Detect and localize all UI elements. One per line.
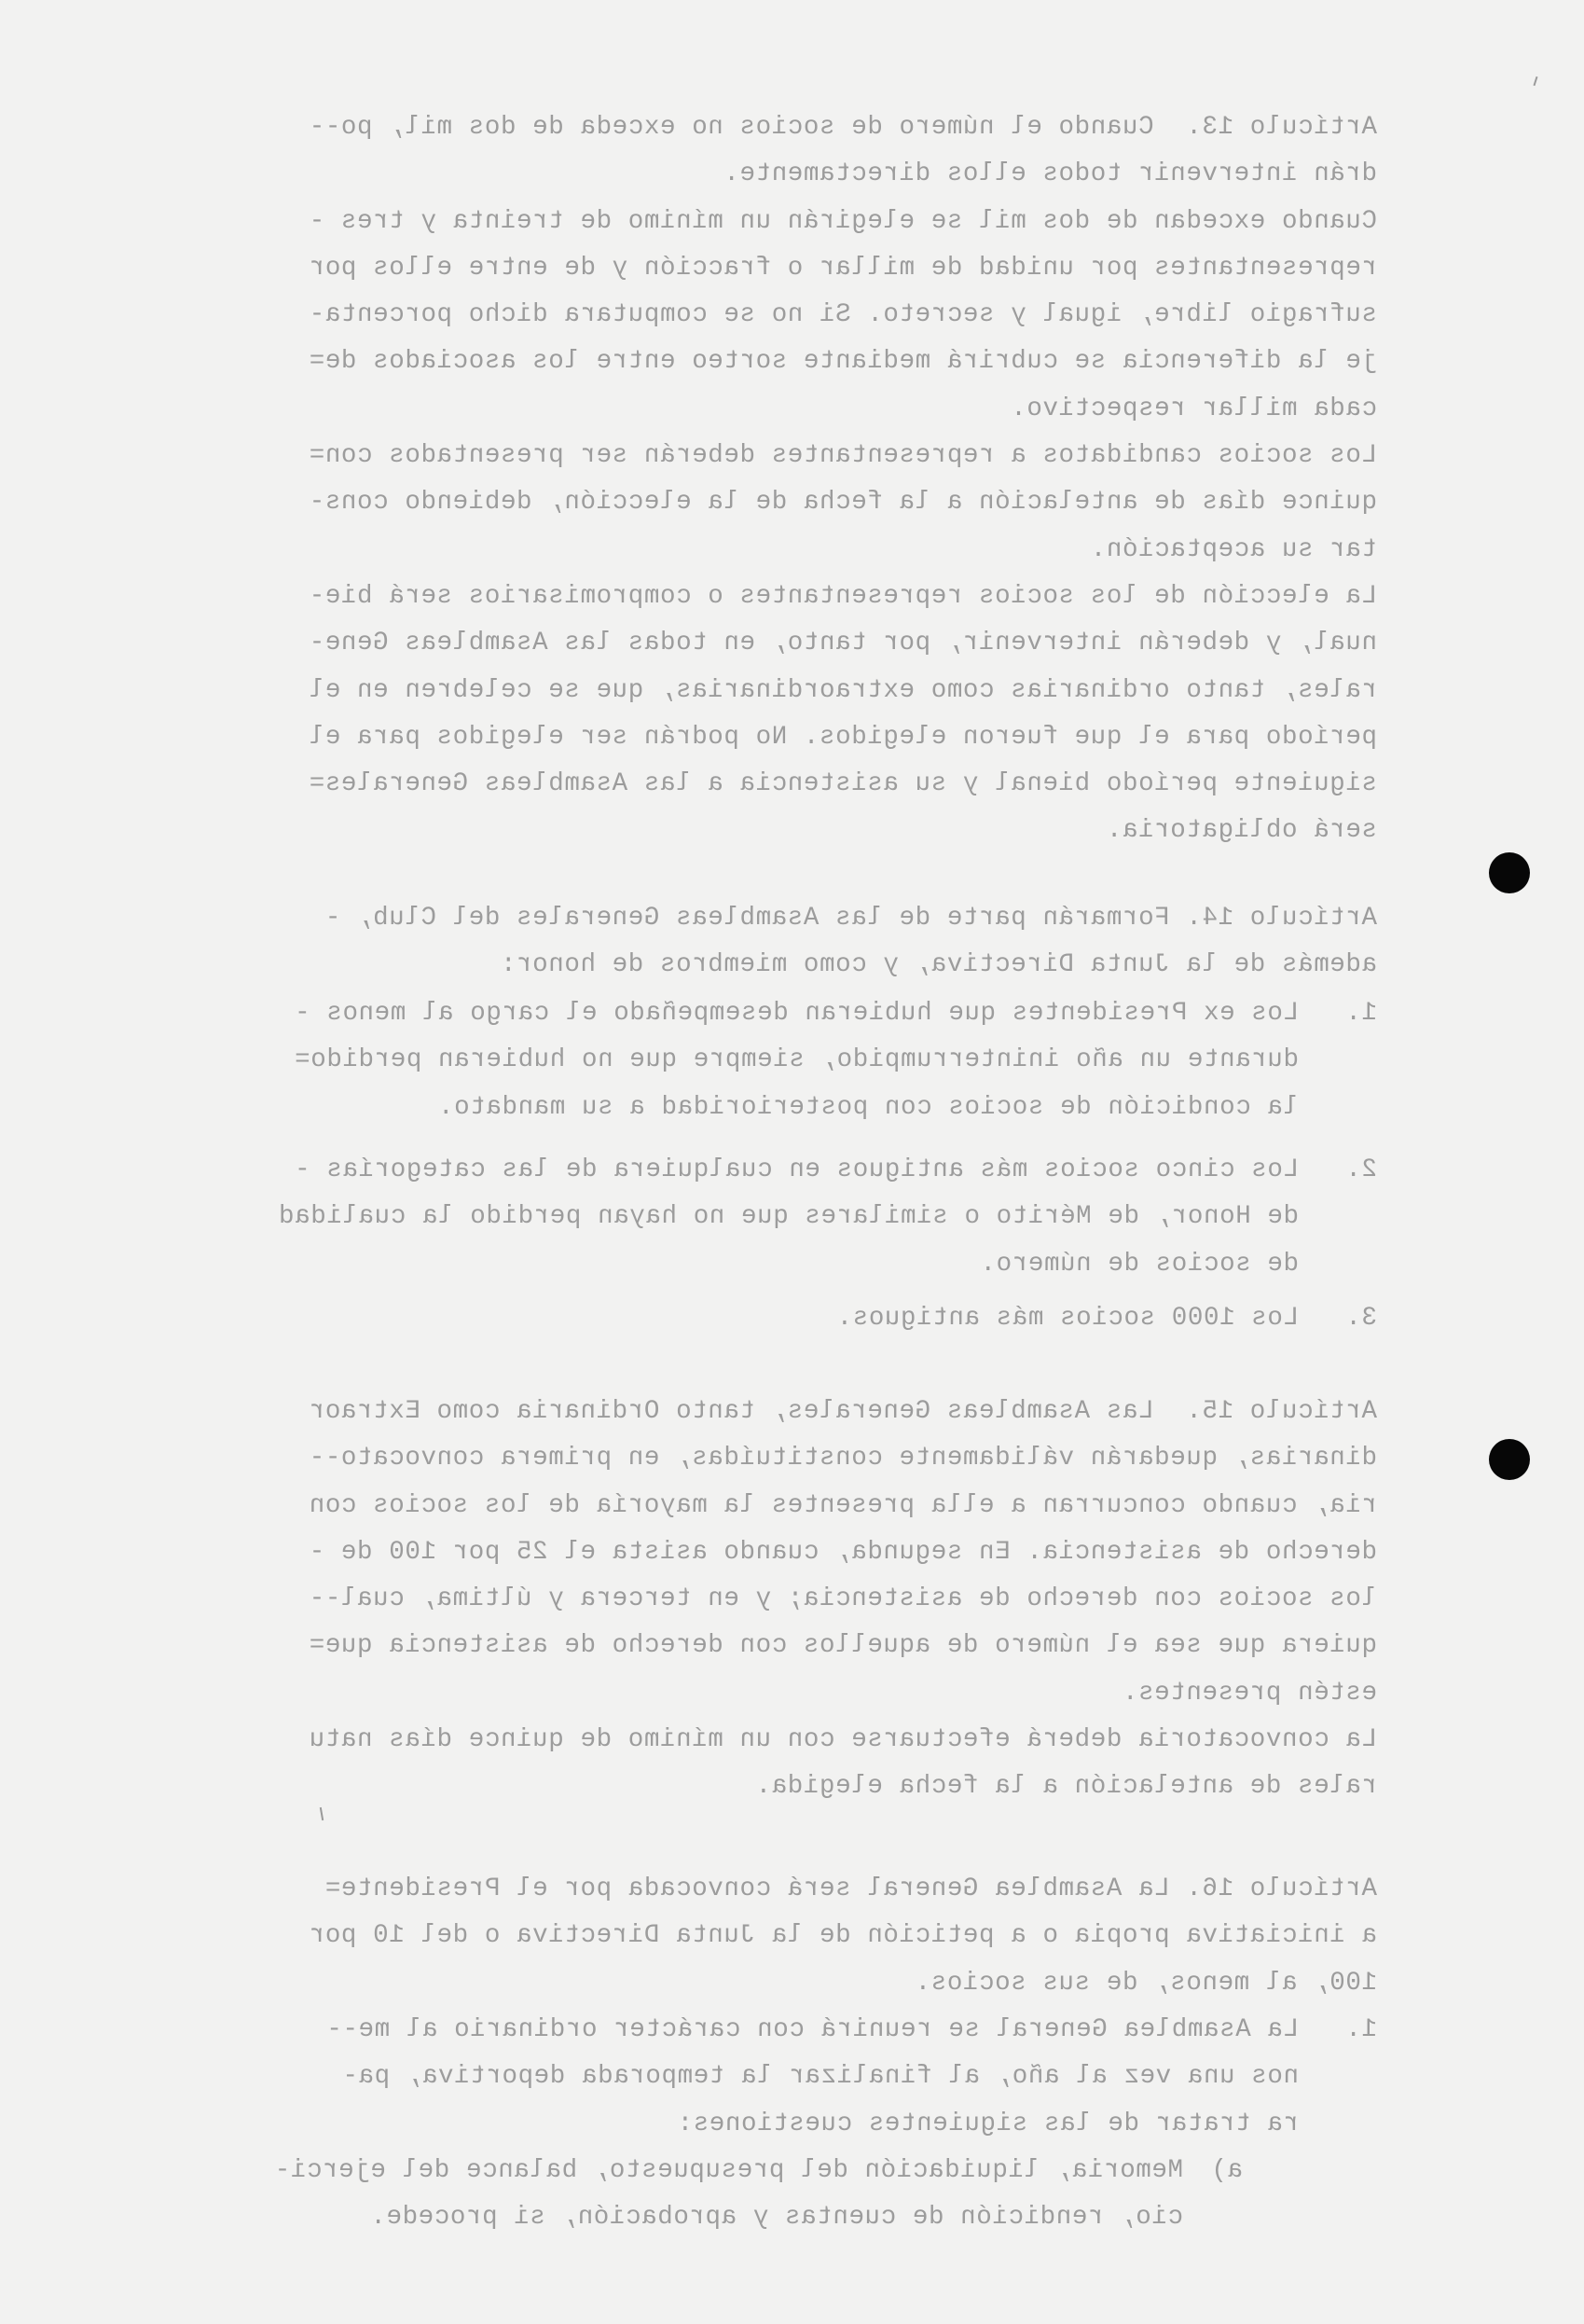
- item-number: 2.: [1344, 1155, 1377, 1184]
- text-line: nual, y deberán intervenir, por tanto, en todas las Asambleas Gene-: [309, 629, 1377, 658]
- text-line: además de la Junta Directiva, y como miembros de honor:: [500, 950, 1377, 980]
- text-line: Los ex Presidentes que hubieran desempeñado el cargo al menos -: [294, 999, 1299, 1028]
- text-line: de Honor, de Mérito o similares que no hayan perdido la cualidad: [278, 1202, 1299, 1232]
- text-line: ria, cuando concurran a ella presentes la mayoría de los socios con: [309, 1490, 1377, 1520]
- text-line: derecho de asistencia. En segunda, cuando asista el 25 por 100 de -: [309, 1537, 1377, 1567]
- text-line: Artículo 15. Las Asambleas Generales, tanto Ordinaria como Extraor: [309, 1397, 1377, 1426]
- text-line: quiera que sea el número de aquellos con derecho de asistencia que=: [309, 1631, 1377, 1661]
- text-line: tar su aceptación.: [1090, 534, 1377, 564]
- text-line: La convocatoria deberá efectuarse con un mínimo de quince días natu: [309, 1725, 1377, 1755]
- text-line: a iniciativa propia o a petición de la Junta Directiva o del 10 por: [309, 1921, 1377, 1951]
- text-line: 100, al menos, de sus socios.: [915, 1968, 1377, 1998]
- text-line: durante un año ininterrumpido, siempre que no hubieran perdido=: [294, 1045, 1299, 1075]
- article-15: [165, 1389, 1377, 1811]
- punch-hole: [1489, 1439, 1530, 1480]
- text-line: ra tratar de las siguientes cuestiones:: [676, 2109, 1299, 2138]
- text-line: cio, rendición de cuentas y aprobación, si procede.: [369, 2203, 1183, 2233]
- article-13: [165, 104, 1377, 855]
- text-line: Los 1000 socios más antiguos.: [836, 1304, 1299, 1333]
- text-line: los socios con derecho de asistencia; y en tercera y última, cual--: [309, 1584, 1377, 1614]
- text-line: Los socios candidatos a representantes deberán ser presentados con=: [309, 441, 1377, 471]
- text-line: la condición de socios con posterioridad a su mandato.: [437, 1092, 1299, 1122]
- text-line: je la diferencia se cubrirá mediante sorteo entre los asociados de=: [309, 347, 1377, 377]
- text-line: La elección de los socios representantes o compromisarios será bie-: [309, 581, 1377, 611]
- text-line: Artículo 14. Formarán parte de las Asambleas Generales del Club, -: [324, 904, 1377, 933]
- text-line: siguiente período bienal y su asistencia a las Asambleas Generales=: [309, 769, 1377, 799]
- text-line: período para el que fueron elegidos. No podrán ser elegidos para el: [309, 722, 1377, 752]
- article-14: [165, 895, 1377, 989]
- text-line: quince días de antelación a la fecha de la elección, debiendo cons-: [309, 488, 1377, 518]
- text-line: sufragio libre, igual y secreto. Si no se computara dicho porcenta-: [309, 300, 1377, 330]
- text-line: nos una vez al año, al finalizar la temporada deportiva, pa-: [341, 2062, 1299, 2092]
- text-line: Cuando excedan de dos mil se elegirán un mínimo de treinta y tres -: [309, 206, 1377, 236]
- article-16: [165, 1866, 1377, 2007]
- item-number: 3.: [1344, 1304, 1377, 1333]
- punch-hole: [1489, 852, 1530, 893]
- text-line: será obligatoria.: [1106, 816, 1377, 846]
- text-line: Artículo 16. La Asamblea General será convocada por el Presidente=: [324, 1874, 1377, 1903]
- item-number: 1.: [1344, 2015, 1377, 2044]
- text-line: estén presentes.: [1122, 1678, 1377, 1708]
- text-line: Artículo 13. Cuando el número de socios no exceda de dos mil, po--: [309, 113, 1377, 142]
- text-line: drán intervenir todos ellos directamente.: [723, 159, 1377, 189]
- text-line: dinarias, quedarán válidamente constituídas, en primera convocato--: [309, 1444, 1377, 1473]
- text-line: Memoria, liquidación del presupuesto, balance del ejerci-: [274, 2156, 1183, 2185]
- text-line: representantes por unidad de millar o fracción y de entre ellos por: [309, 253, 1377, 283]
- text-line: rales de antelación a la fecha elegida.: [754, 1772, 1377, 1802]
- text-line: de socios de número.: [979, 1249, 1299, 1279]
- text-line: Los cinco socios más antiguos en cualquiera de las categorías -: [294, 1155, 1299, 1184]
- item-number: 1.: [1344, 999, 1377, 1028]
- text-line: La Asamblea General se reunirá con carácter ordinario al me--: [325, 2015, 1299, 2044]
- text-line: cada millar respectivo.: [1010, 394, 1377, 423]
- item-letter: a): [1210, 2156, 1243, 2185]
- text-line: rales, tanto ordinarias como extraordinarias, que se celebren en el: [309, 675, 1377, 705]
